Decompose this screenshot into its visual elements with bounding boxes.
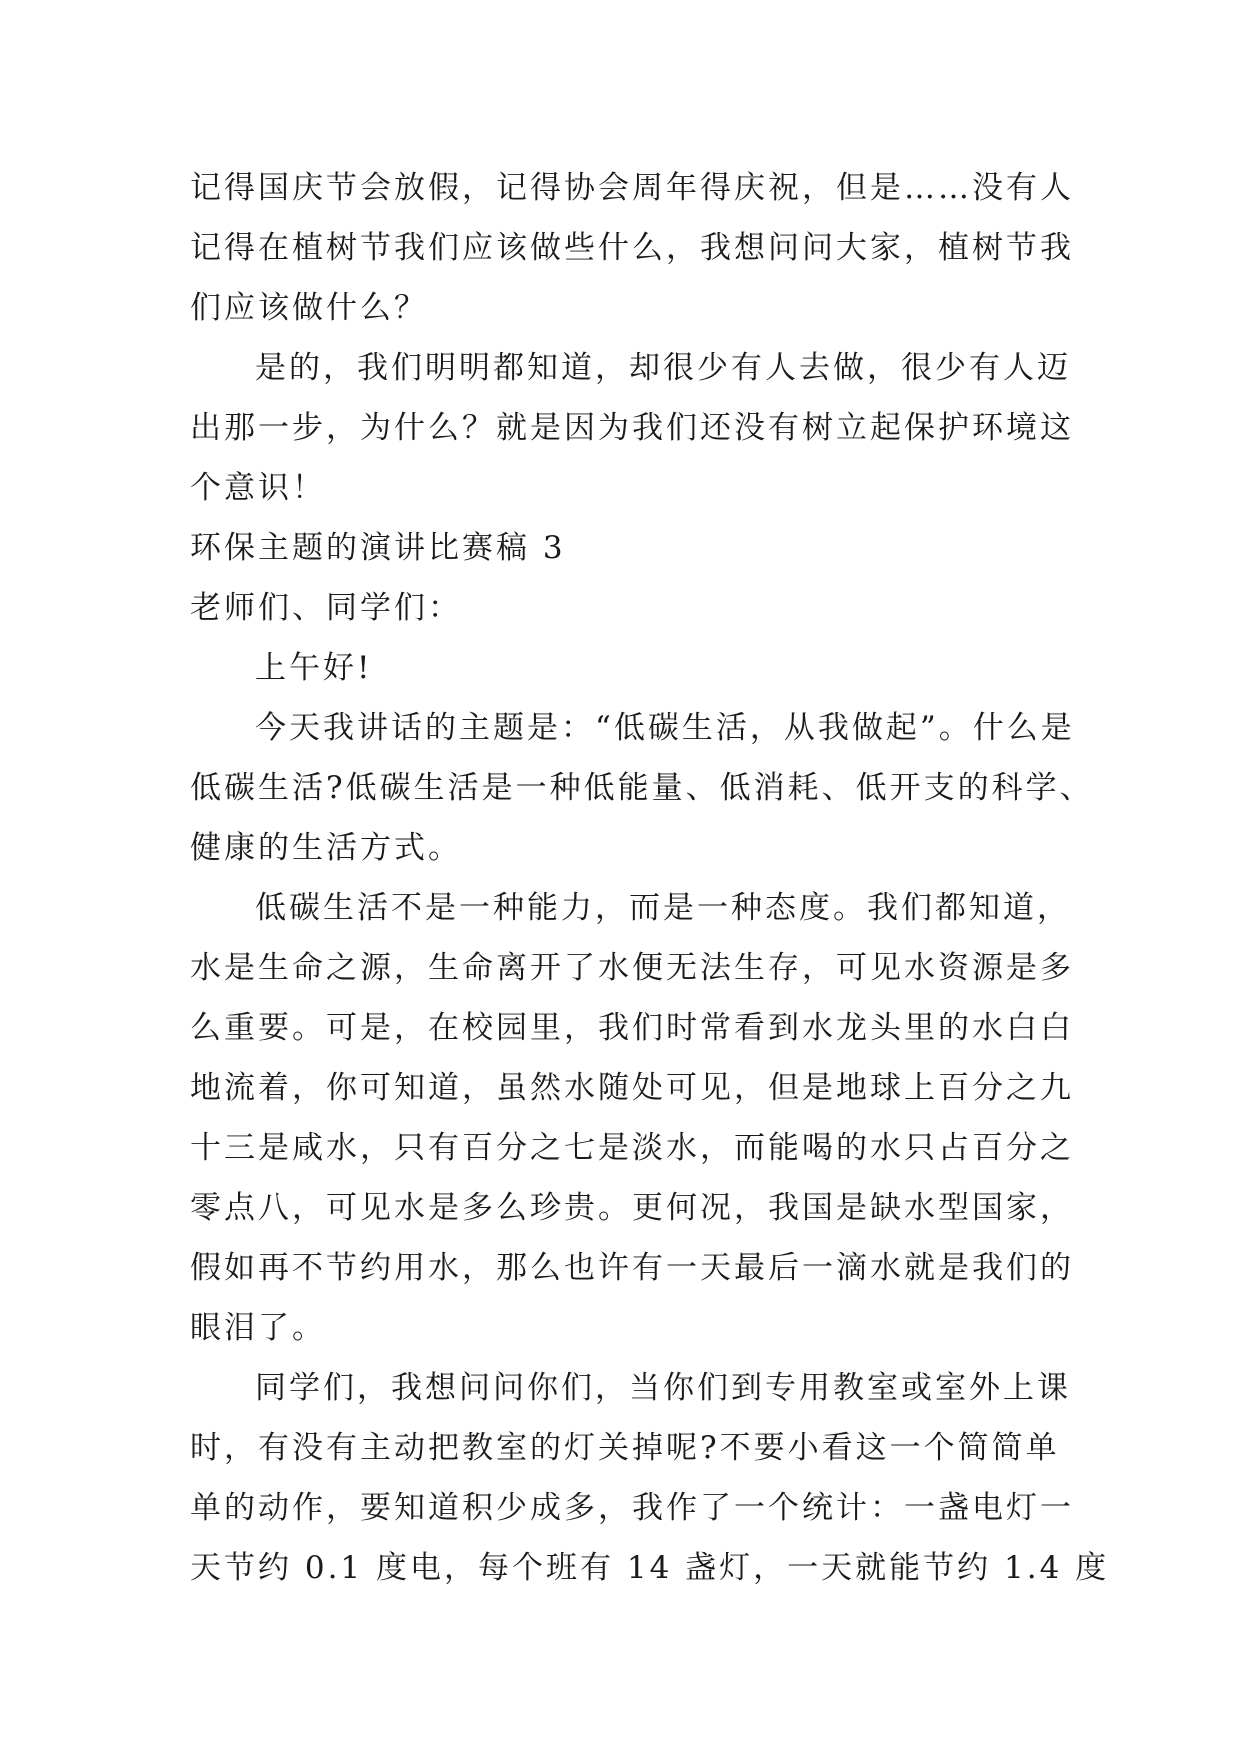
text-line: 个意识！ [190,470,326,506]
paragraph-start-line: 是的，我们明明都知道，却很少有人去做，很少有人迈 [255,350,1071,386]
salutation: 老师们、同学们： [190,590,462,626]
text-line: 低碳生活?低碳生活是一种低能量、低消耗、低开支的科学、 [190,770,1094,806]
text-line: 出那一步，为什么？就是因为我们还没有树立起保护环境这 [190,410,1074,446]
paragraph-start-line: 今天我讲话的主题是：“低碳生活，从我做起”。什么是 [255,710,1075,746]
paragraph-start-line: 同学们，我想问问你们，当你们到专用教室或室外上课 [255,1370,1071,1406]
document-body [190,158,1110,1598]
text-line: 们应该做什么？ [190,290,428,326]
text-line: 假如再不节约用水，那么也许有一天最后一滴水就是我们的 [190,1250,1074,1286]
text-line: 地流着，你可知道，虽然水随处可见，但是地球上百分之九 [190,1070,1074,1106]
text-line: 时，有没有主动把教室的灯关掉呢?不要小看这一个简简单 [190,1430,1060,1466]
text-line: 么重要。可是，在校园里，我们时常看到水龙头里的水白白 [190,1010,1074,1046]
text-line: 眼泪了。 [190,1310,326,1346]
greeting: 上午好! [255,650,373,686]
text-line: 健康的生活方式。 [190,830,462,866]
text-line: 记得在植树节我们应该做些什么，我想问问大家，植树节我 [190,230,1074,266]
text-line: 记得国庆节会放假，记得协会周年得庆祝，但是……没有人 [190,170,1074,206]
text-line: 天节约 0.1 度电，每个班有 14 盏灯，一天就能节约 1.4 度 [190,1550,1110,1586]
text-line: 水是生命之源，生命离开了水便无法生存，可见水资源是多 [190,950,1074,986]
text-line: 单的动作，要知道积少成多，我作了一个统计：一盏电灯一 [190,1490,1074,1526]
paragraph-start-line: 低碳生活不是一种能力，而是一种态度。我们都知道， [255,890,1071,926]
text-line: 十三是咸水，只有百分之七是淡水，而能喝的水只占百分之 [190,1130,1074,1166]
section-heading: 环保主题的演讲比赛稿 3 [190,530,566,566]
text-line: 零点八，可见水是多么珍贵。更何况，我国是缺水型国家， [190,1190,1074,1226]
